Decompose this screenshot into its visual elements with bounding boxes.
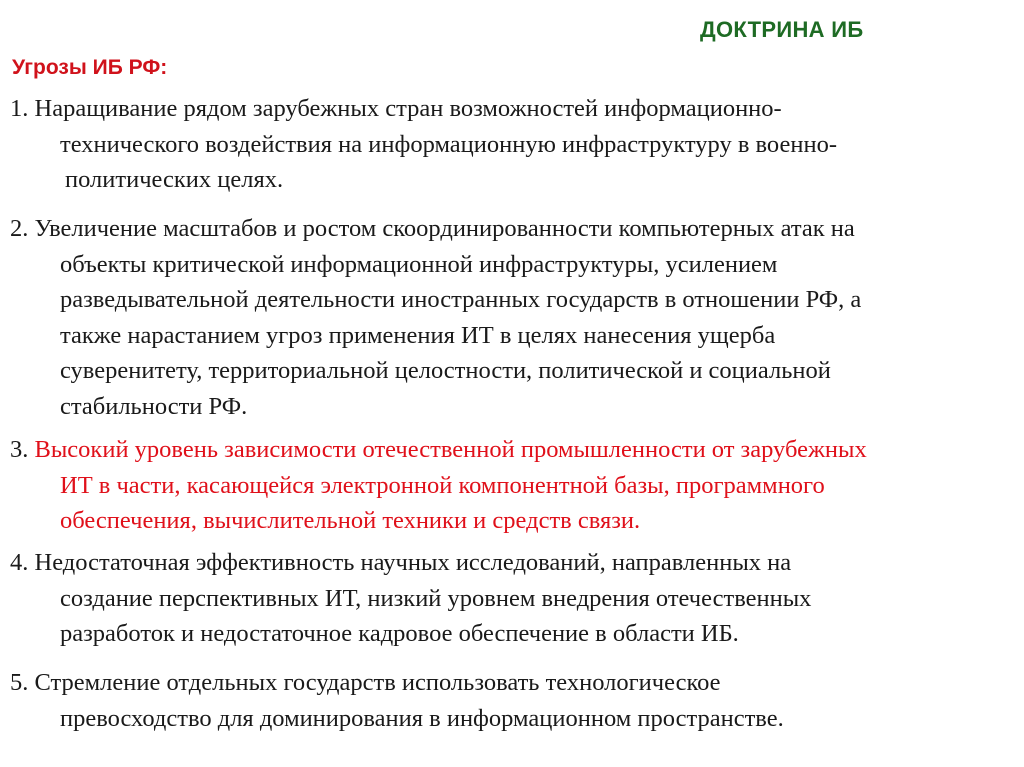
item-line: обеспечения, вычислительной техники и средств связи. (60, 507, 641, 534)
item-text: Наращивание рядом зарубежных стран возможностей информационно- (34, 95, 782, 122)
item-number: 2. (10, 215, 29, 242)
item-text: Увеличение масштабов и ростом скоординированности компьютерных атак на (34, 215, 855, 242)
item-line: стабильности РФ. (60, 392, 248, 420)
item-line: также нарастанием угроз применения ИТ в целях нанесения ущерба (60, 321, 776, 349)
item-number: 3. (10, 436, 29, 463)
threat-item-2 (10, 211, 1015, 424)
item-line: превосходство для доминирования в информационном пространстве. (60, 704, 784, 732)
item-number: 5. (10, 669, 29, 696)
item-line (10, 91, 1015, 127)
threat-item-5 (10, 665, 1015, 736)
item-line: объекты критической информационной инфраструктуры, усилением (60, 250, 778, 278)
item-line: разработок и недостаточное кадровое обеспечение в области ИБ. (60, 620, 739, 647)
threat-item-3 (10, 432, 1015, 539)
item-line (10, 211, 1015, 247)
item-line: технического воздействия на информационную инфраструктуру в военно- (60, 130, 837, 158)
item-text: Высокий уровень зависимости отечественной промышленности от зарубежных (34, 436, 867, 463)
item-line: создание перспективных ИТ, низкий уровнем внедрения отечественных (60, 584, 812, 612)
item-line (10, 545, 1015, 581)
item-line: разведывательной деятельности иностранных государств в отношении РФ, а (60, 286, 862, 313)
threat-item-4 (10, 545, 1015, 652)
item-line: политических целях. (65, 166, 284, 193)
item-number: 4. (10, 549, 29, 576)
threats-heading: Угрозы ИБ РФ: (12, 56, 168, 79)
item-line: суверенитету, территориальной целостности, политической и социальной (60, 357, 831, 384)
doctrine-title: ДОКТРИНА ИБ (700, 17, 864, 42)
item-number: 1. (10, 95, 29, 122)
item-line (10, 665, 1015, 701)
item-text: Стремление отдельных государств использовать технологическое (34, 669, 721, 696)
item-line (10, 432, 1015, 468)
item-text: Недостаточная эффективность научных исследований, направленных на (34, 549, 792, 576)
item-line: ИТ в части, касающейся электронной компонентной базы, программного (60, 471, 825, 499)
threat-item-1 (10, 91, 1015, 198)
